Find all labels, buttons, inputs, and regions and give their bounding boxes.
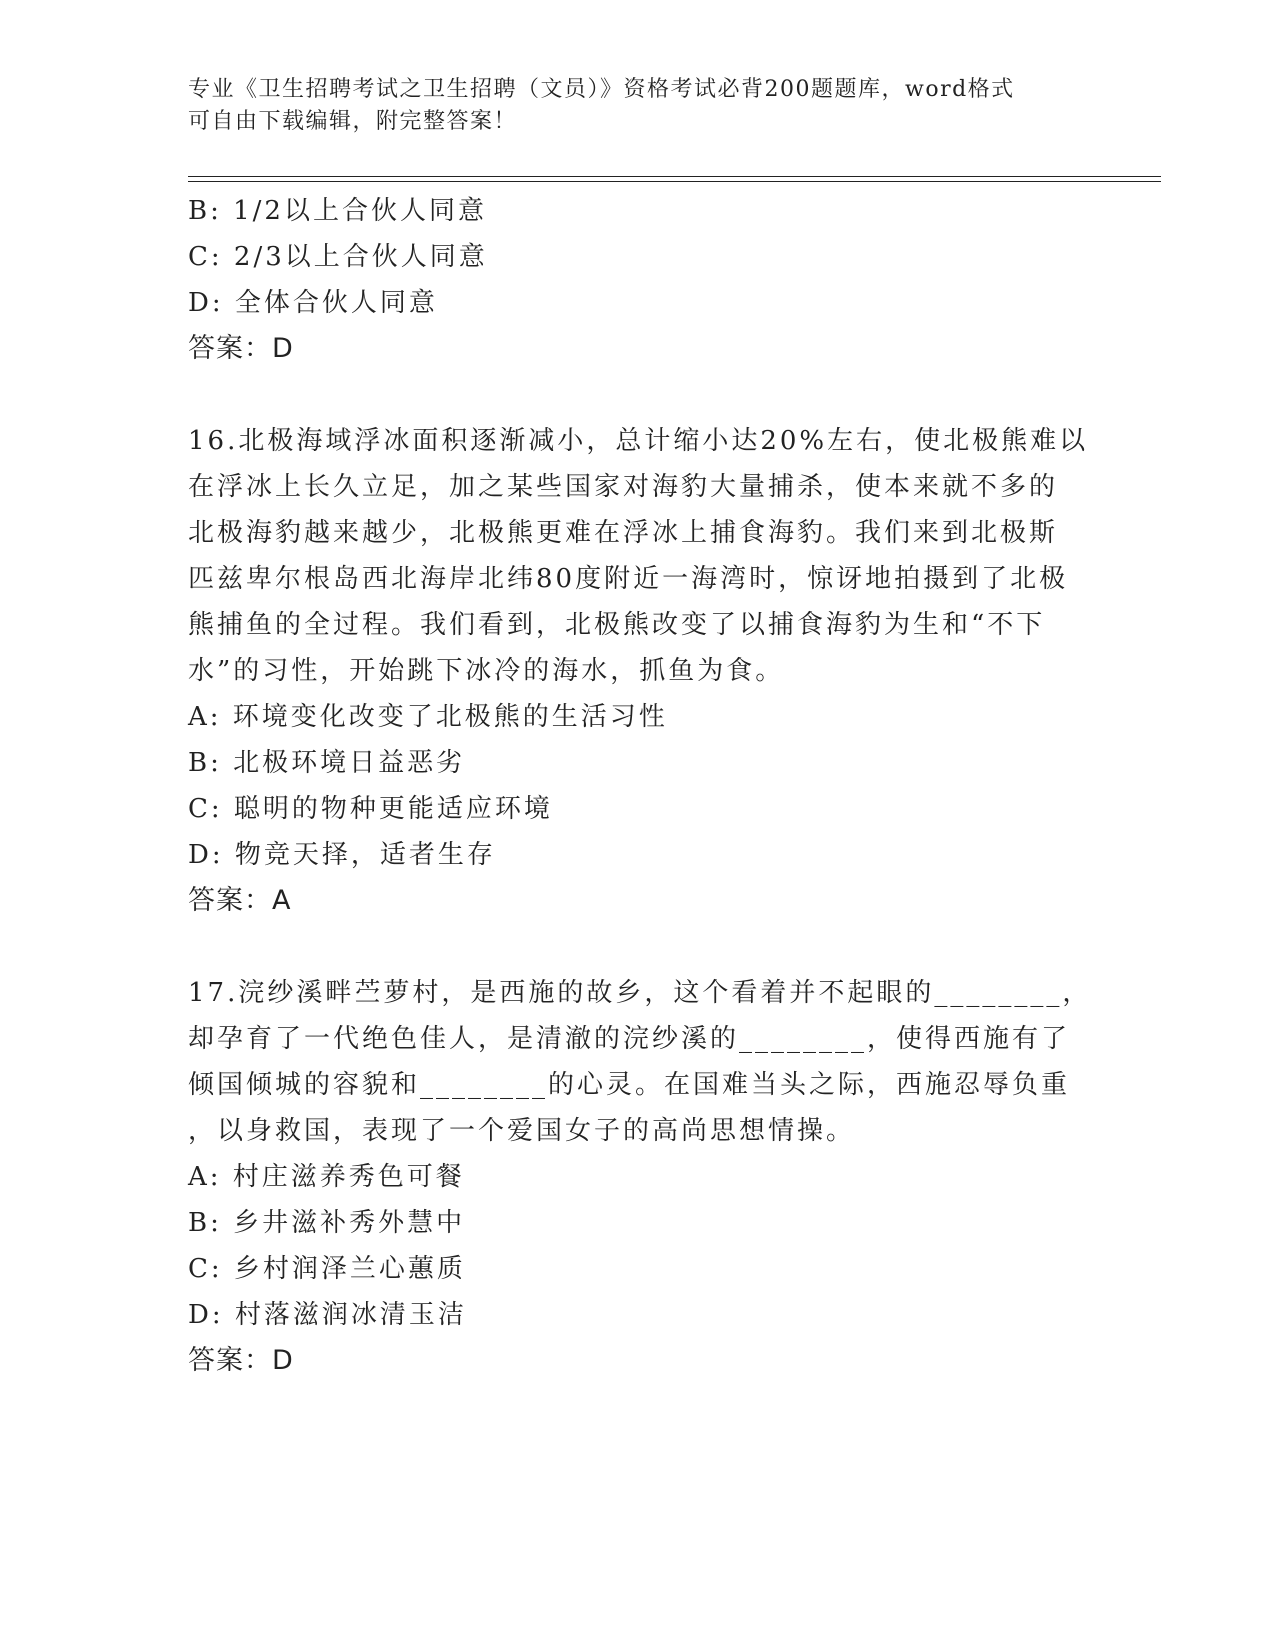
option-a: A: 环境变化改变了北极熊的生活习性 bbox=[188, 702, 668, 732]
question-stem-line: 熊捕鱼的全过程。我们看到，北极熊改变了以捕食海豹为生和“不下 bbox=[188, 610, 1046, 640]
question-stem-line: 17.浣纱溪畔苎萝村，是西施的故乡，这个看着并不起眼的________， bbox=[188, 978, 1092, 1008]
question-stem-line: 北极海豹越来越少，北极熊更难在浮冰上捕食海豹。我们来到北极斯 bbox=[188, 518, 1059, 548]
spacer bbox=[188, 372, 1088, 418]
header-line-2: 可自由下载编辑，附完整答案！ bbox=[188, 109, 518, 134]
option-b: B: 1/2以上合伙人同意 bbox=[188, 196, 487, 226]
option-c: C: 2/3以上合伙人同意 bbox=[188, 242, 488, 272]
option-d: D: 村落滋润冰清玉洁 bbox=[188, 1300, 467, 1330]
option-c: C: 聪明的物种更能适应环境 bbox=[188, 794, 553, 824]
header-divider-bottom bbox=[188, 181, 1161, 182]
option-d: D: 全体合伙人同意 bbox=[188, 288, 438, 318]
question-stem-line: 倾国倾城的容貌和________的心灵。在国难当头之际，西施忍辱负重 bbox=[188, 1070, 1071, 1100]
document-header bbox=[188, 74, 1088, 138]
question-17 bbox=[188, 970, 1092, 1384]
header-divider-top bbox=[188, 176, 1161, 177]
question-stem-line: 在浮冰上长久立足，加之某些国家对海豹大量捕杀，使本来就不多的 bbox=[188, 472, 1059, 502]
spacer bbox=[188, 924, 1088, 970]
question-stem-line: 却孕育了一代绝色佳人，是清澈的浣纱溪的________，使得西施有了 bbox=[188, 1024, 1071, 1054]
question-15 bbox=[188, 188, 1088, 372]
question-stem-line: ，以身救国，表现了一个爱国女子的高尚思想情操。 bbox=[188, 1116, 856, 1146]
question-16 bbox=[188, 418, 1088, 924]
option-b: B: 北极环境日益恶劣 bbox=[188, 748, 466, 778]
option-a: A: 村庄滋养秀色可餐 bbox=[188, 1162, 465, 1192]
question-stem-line: 16.北极海域浮冰面积逐渐减小，总计缩小达20%左右，使北极熊难以 bbox=[188, 426, 1089, 456]
question-stem-line: 匹兹卑尔根岛西北海岸北纬80度附近一海湾时，惊讶地拍摄到了北极 bbox=[188, 564, 1069, 594]
answer: 答案：D bbox=[188, 1345, 294, 1376]
answer: 答案：A bbox=[188, 885, 292, 916]
option-d: D: 物竞天择，适者生存 bbox=[188, 840, 496, 870]
question-list bbox=[188, 188, 1092, 1384]
option-b: B: 乡井滋补秀外慧中 bbox=[188, 1208, 466, 1238]
header-line-1: 专业《卫生招聘考试之卫生招聘（文员）》资格考试必背200题题库，word格式 bbox=[188, 77, 1015, 102]
question-stem-line: 水”的习性，开始跳下冰冷的海水，抓鱼为食。 bbox=[188, 656, 785, 686]
option-c: C: 乡村润泽兰心蕙质 bbox=[188, 1254, 466, 1284]
answer: 答案：D bbox=[188, 333, 294, 364]
